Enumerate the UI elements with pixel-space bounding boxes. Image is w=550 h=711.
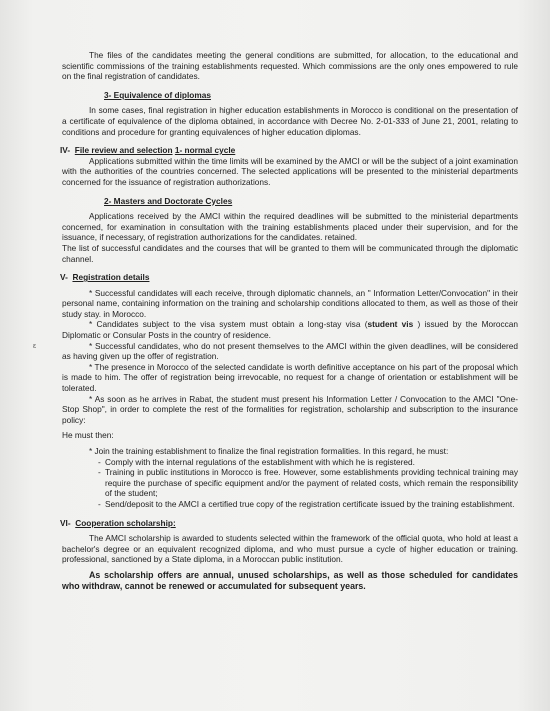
equivalence-heading: 3- Equivalence of diplomas xyxy=(104,89,211,100)
section-4-heading: IV- File review and selection 1- normal cycle xyxy=(60,145,236,156)
equivalence-paragraph: In some cases, final registration in higher education establishments in Morocco is conditional on the presentation of a certificate of equivalence of the diploma obtained, in accordance with Decree No. 2-01-333 of June 21, 2001, relating to conditions and procedure for granting equivalences of higher education diplomas. xyxy=(62,105,518,137)
registration-bullet-5: * As soon as he arrives in Rabat, the student must present his Information Letter / Convocation to the AMCI "One-Stop Shop", in order to complete the rest of the formalities for registration, scholarship and subscription to the insurance policy: xyxy=(62,393,518,425)
must-then-label: He must then: xyxy=(62,430,114,441)
scholarship-bold-note: As scholarship offers are annual, unused scholarships, as well as those scheduled for candidates who withdraw, cannot be renewed or accumulated for subsequent years. xyxy=(62,569,518,592)
section-5-heading: V- Registration details xyxy=(60,272,150,283)
join-establishment-bullet: * Join the training establishment to finalize the final registration formalities. In this regard, he must: xyxy=(89,446,449,456)
intro-paragraph: The files of the candidates meeting the general conditions are submitted, for allocation, to the educational and scientific commissions of the training establishments requested. Which commissions are the only ones empowered to rule on the final registration of candidates. xyxy=(62,50,518,82)
masters-paragraph-2: The list of successful candidates and the courses that will be granted to them will be communicated through the diplomatic channel. xyxy=(62,242,518,264)
registration-bullet-3: * Successful candidates, who do not present themselves to the AMCI within the given deadlines, will be considered as having given up the offer of registration. xyxy=(62,340,518,362)
masters-doctorate-heading: 2- Masters and Doctorate Cycles xyxy=(104,195,233,206)
section-4-paragraph: Applications submitted within the time limits will be examined by the AMCI or will be the subject of a joint examination with the authorities of the countries concerned. The selected applications will be presented to the ministerial departments concerned for the issuance of registration authorizations. xyxy=(62,155,518,187)
document-body xyxy=(62,50,518,592)
masters-paragraph-1: Applications received by the AMCI within the required deadlines will be submitted to the ministerial departments concerned, for examination in consultation with the training establishments placed under their supervision, and for the issuance, if necessary, of registration authorizations for the candidates. retained. xyxy=(62,211,518,243)
list-item: - Comply with the internal regulations of the establishment with which he is registered. xyxy=(98,457,518,468)
registration-bullet-1: * Successful candidates will each receive, through diplomatic channels, an " Information Letter/Convocation" in their personal name, containing information on the training and scholarship conditions allocated to them, as well as those of their study stay. in Morocco. xyxy=(62,287,518,319)
list-item: - Training in public institutions in Morocco is free. However, some establishments providing technical training may require the purchase of specific equipment and/or the payment of related costs, which remain the responsibility of the student; xyxy=(98,467,518,499)
section-6-heading: VI- Cooperation scholarship: xyxy=(60,517,176,528)
registration-bullet-4: * The presence in Morocco of the selected candidate is worth definitive acceptance on his part of the proposal which is made to him. The offer of registration being irrevocable, no request for a change of orientation or establishment will be tolerated. xyxy=(62,361,518,394)
scholarship-paragraph: The AMCI scholarship is awarded to students selected within the framework of the official quota, who hold at least a bachelor's degree or an equivalent recognized diploma, and who must pursue a cycle of higher education or training. professional, sanctioned by a State diploma, in a Moroccan public institution. xyxy=(62,533,518,565)
obligations-list xyxy=(62,457,518,510)
stray-mark: ε xyxy=(33,343,37,350)
registration-bullet-2: * Candidates subject to the visa system must obtain a long-stay visa (student vis ) issued by the Moroccan Diplomatic or Consular Posts in the country of residence. xyxy=(62,319,518,341)
list-item: - Send/deposit to the AMCI a certified true copy of the registration certificate issued by the training establishment. xyxy=(98,499,518,510)
